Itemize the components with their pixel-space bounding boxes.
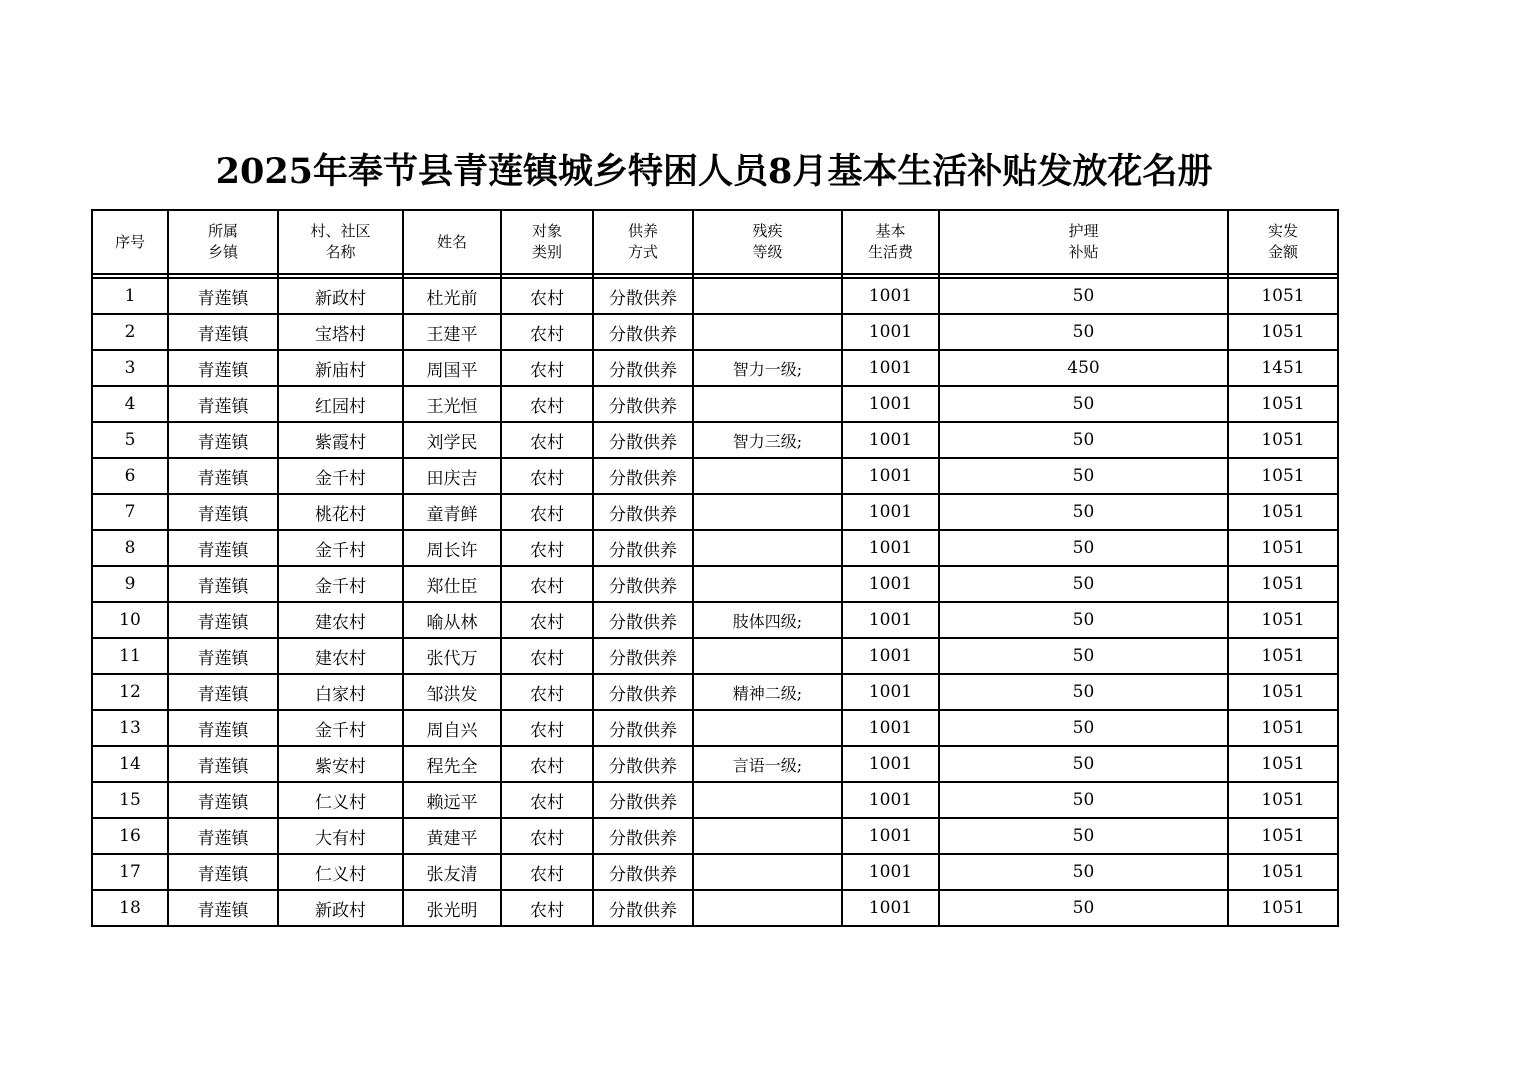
cell-category: 农村 bbox=[501, 494, 593, 530]
cell-care-subsidy: 50 bbox=[939, 314, 1228, 350]
cell-serial-number: 18 bbox=[92, 890, 168, 926]
cell-care-subsidy: 50 bbox=[939, 638, 1228, 674]
cell-serial-number: 13 bbox=[92, 710, 168, 746]
cell-village-name: 紫安村 bbox=[278, 746, 403, 782]
cell-basic-living-cost: 1001 bbox=[842, 314, 939, 350]
table-row bbox=[92, 746, 1338, 782]
cell-actual-amount: 1051 bbox=[1228, 818, 1338, 854]
cell-serial-number: 3 bbox=[92, 350, 168, 386]
header-line: 对象 bbox=[531, 222, 562, 240]
cell-disability-level bbox=[693, 782, 842, 818]
cell-care-subsidy: 50 bbox=[939, 530, 1228, 566]
cell-actual-amount: 1051 bbox=[1228, 494, 1338, 530]
cell-serial-number: 1 bbox=[92, 278, 168, 314]
cell-support-method: 分散供养 bbox=[593, 530, 693, 566]
cell-support-method: 分散供养 bbox=[593, 566, 693, 602]
cell-category: 农村 bbox=[501, 818, 593, 854]
cell-actual-amount: 1451 bbox=[1228, 350, 1338, 386]
cell-serial-number: 2 bbox=[92, 314, 168, 350]
cell-name: 郑仕臣 bbox=[403, 566, 501, 602]
cell-township: 青莲镇 bbox=[168, 530, 278, 566]
cell-category: 农村 bbox=[501, 386, 593, 422]
cell-township: 青莲镇 bbox=[168, 854, 278, 890]
cell-village-name: 紫霞村 bbox=[278, 422, 403, 458]
cell-township: 青莲镇 bbox=[168, 602, 278, 638]
cell-category: 农村 bbox=[501, 638, 593, 674]
table-row bbox=[92, 710, 1338, 746]
cell-name: 张代万 bbox=[403, 638, 501, 674]
cell-care-subsidy: 50 bbox=[939, 422, 1228, 458]
cell-village-name: 金千村 bbox=[278, 458, 403, 494]
cell-care-subsidy: 50 bbox=[939, 890, 1228, 926]
cell-care-subsidy: 50 bbox=[939, 854, 1228, 890]
cell-township: 青莲镇 bbox=[168, 350, 278, 386]
cell-disability-level bbox=[693, 314, 842, 350]
cell-care-subsidy: 50 bbox=[939, 746, 1228, 782]
cell-basic-living-cost: 1001 bbox=[842, 674, 939, 710]
cell-basic-living-cost: 1001 bbox=[842, 638, 939, 674]
table-row bbox=[92, 278, 1338, 314]
cell-disability-level bbox=[693, 458, 842, 494]
cell-serial-number: 12 bbox=[92, 674, 168, 710]
cell-actual-amount: 1051 bbox=[1228, 278, 1338, 314]
cell-disability-level bbox=[693, 854, 842, 890]
cell-village-name: 建农村 bbox=[278, 638, 403, 674]
cell-actual-amount: 1051 bbox=[1228, 674, 1338, 710]
cell-care-subsidy: 50 bbox=[939, 566, 1228, 602]
header-line: 名称 bbox=[325, 243, 356, 261]
cell-disability-level bbox=[693, 638, 842, 674]
cell-support-method: 分散供养 bbox=[593, 350, 693, 386]
cell-category: 农村 bbox=[501, 530, 593, 566]
cell-support-method: 分散供养 bbox=[593, 314, 693, 350]
cell-actual-amount: 1051 bbox=[1228, 854, 1338, 890]
cell-disability-level bbox=[693, 890, 842, 926]
cell-care-subsidy: 50 bbox=[939, 818, 1228, 854]
table-row bbox=[92, 494, 1338, 530]
header-line: 生活费 bbox=[867, 243, 913, 261]
cell-village-name: 金千村 bbox=[278, 710, 403, 746]
cell-basic-living-cost: 1001 bbox=[842, 494, 939, 530]
cell-actual-amount: 1051 bbox=[1228, 422, 1338, 458]
cell-category: 农村 bbox=[501, 746, 593, 782]
cell-care-subsidy: 50 bbox=[939, 386, 1228, 422]
table-row bbox=[92, 782, 1338, 818]
cell-disability-level bbox=[693, 386, 842, 422]
table-row bbox=[92, 638, 1338, 674]
cell-village-name: 仁义村 bbox=[278, 854, 403, 890]
cell-village-name: 新政村 bbox=[278, 278, 403, 314]
cell-basic-living-cost: 1001 bbox=[842, 386, 939, 422]
cell-township: 青莲镇 bbox=[168, 638, 278, 674]
header-line: 等级 bbox=[752, 243, 783, 261]
cell-basic-living-cost: 1001 bbox=[842, 818, 939, 854]
header-line: 方式 bbox=[627, 243, 658, 261]
header-category bbox=[501, 210, 593, 274]
cell-serial-number: 5 bbox=[92, 422, 168, 458]
cell-actual-amount: 1051 bbox=[1228, 530, 1338, 566]
header-disability-level bbox=[693, 210, 842, 274]
cell-serial-number: 9 bbox=[92, 566, 168, 602]
cell-township: 青莲镇 bbox=[168, 710, 278, 746]
cell-care-subsidy: 50 bbox=[939, 782, 1228, 818]
cell-support-method: 分散供养 bbox=[593, 674, 693, 710]
table-row bbox=[92, 350, 1338, 386]
header-care-subsidy bbox=[939, 210, 1228, 274]
cell-basic-living-cost: 1001 bbox=[842, 350, 939, 386]
cell-actual-amount: 1051 bbox=[1228, 638, 1338, 674]
table-row bbox=[92, 890, 1338, 926]
cell-support-method: 分散供养 bbox=[593, 746, 693, 782]
cell-township: 青莲镇 bbox=[168, 674, 278, 710]
cell-category: 农村 bbox=[501, 278, 593, 314]
table-row bbox=[92, 854, 1338, 890]
cell-village-name: 桃花村 bbox=[278, 494, 403, 530]
cell-village-name: 金千村 bbox=[278, 566, 403, 602]
cell-disability-level bbox=[693, 818, 842, 854]
cell-actual-amount: 1051 bbox=[1228, 458, 1338, 494]
cell-category: 农村 bbox=[501, 782, 593, 818]
cell-name: 童青鲜 bbox=[403, 494, 501, 530]
cell-category: 农村 bbox=[501, 422, 593, 458]
cell-support-method: 分散供养 bbox=[593, 494, 693, 530]
table-body bbox=[92, 274, 1338, 926]
header-name bbox=[403, 210, 501, 274]
cell-village-name: 新庙村 bbox=[278, 350, 403, 386]
header-line: 残疾 bbox=[752, 222, 783, 240]
cell-name: 刘学民 bbox=[403, 422, 501, 458]
cell-serial-number: 14 bbox=[92, 746, 168, 782]
roster-table bbox=[91, 209, 1339, 927]
cell-disability-level: 肢体四级; bbox=[693, 602, 842, 638]
cell-serial-number: 15 bbox=[92, 782, 168, 818]
cell-name: 王光恒 bbox=[403, 386, 501, 422]
cell-basic-living-cost: 1001 bbox=[842, 782, 939, 818]
cell-township: 青莲镇 bbox=[168, 782, 278, 818]
cell-basic-living-cost: 1001 bbox=[842, 602, 939, 638]
cell-support-method: 分散供养 bbox=[593, 458, 693, 494]
cell-support-method: 分散供养 bbox=[593, 602, 693, 638]
cell-disability-level bbox=[693, 278, 842, 314]
header-line: 乡镇 bbox=[207, 243, 238, 261]
cell-township: 青莲镇 bbox=[168, 458, 278, 494]
cell-support-method: 分散供养 bbox=[593, 422, 693, 458]
cell-category: 农村 bbox=[501, 566, 593, 602]
cell-disability-level bbox=[693, 566, 842, 602]
cell-township: 青莲镇 bbox=[168, 566, 278, 602]
cell-support-method: 分散供养 bbox=[593, 278, 693, 314]
cell-name: 周自兴 bbox=[403, 710, 501, 746]
cell-village-name: 大有村 bbox=[278, 818, 403, 854]
cell-township: 青莲镇 bbox=[168, 278, 278, 314]
cell-basic-living-cost: 1001 bbox=[842, 422, 939, 458]
cell-serial-number: 7 bbox=[92, 494, 168, 530]
cell-disability-level: 言语一级; bbox=[693, 746, 842, 782]
cell-care-subsidy: 50 bbox=[939, 494, 1228, 530]
header-line: 补贴 bbox=[1068, 243, 1099, 261]
cell-care-subsidy: 50 bbox=[939, 710, 1228, 746]
cell-actual-amount: 1051 bbox=[1228, 890, 1338, 926]
header-township bbox=[168, 210, 278, 274]
cell-township: 青莲镇 bbox=[168, 422, 278, 458]
cell-serial-number: 16 bbox=[92, 818, 168, 854]
header-village-name bbox=[278, 210, 403, 274]
cell-name: 王建平 bbox=[403, 314, 501, 350]
table-row bbox=[92, 386, 1338, 422]
cell-name: 田庆吉 bbox=[403, 458, 501, 494]
cell-name: 张友清 bbox=[403, 854, 501, 890]
cell-category: 农村 bbox=[501, 458, 593, 494]
cell-village-name: 建农村 bbox=[278, 602, 403, 638]
header-actual-amount bbox=[1228, 210, 1338, 274]
cell-name: 周长许 bbox=[403, 530, 501, 566]
cell-category: 农村 bbox=[501, 602, 593, 638]
cell-category: 农村 bbox=[501, 854, 593, 890]
cell-name: 黄建平 bbox=[403, 818, 501, 854]
cell-disability-level: 精神二级; bbox=[693, 674, 842, 710]
cell-support-method: 分散供养 bbox=[593, 818, 693, 854]
cell-support-method: 分散供养 bbox=[593, 710, 693, 746]
cell-support-method: 分散供养 bbox=[593, 386, 693, 422]
table-row bbox=[92, 602, 1338, 638]
cell-care-subsidy: 450 bbox=[939, 350, 1228, 386]
cell-basic-living-cost: 1001 bbox=[842, 530, 939, 566]
header-line: 姓名 bbox=[436, 232, 467, 251]
table-row bbox=[92, 818, 1338, 854]
cell-name: 周国平 bbox=[403, 350, 501, 386]
cell-support-method: 分散供养 bbox=[593, 890, 693, 926]
header-line: 供养 bbox=[627, 222, 658, 240]
cell-name: 邹洪发 bbox=[403, 674, 501, 710]
cell-actual-amount: 1051 bbox=[1228, 746, 1338, 782]
cell-actual-amount: 1051 bbox=[1228, 602, 1338, 638]
cell-care-subsidy: 50 bbox=[939, 674, 1228, 710]
cell-actual-amount: 1051 bbox=[1228, 710, 1338, 746]
cell-category: 农村 bbox=[501, 314, 593, 350]
cell-name: 程先全 bbox=[403, 746, 501, 782]
header-line: 类别 bbox=[531, 243, 562, 261]
cell-basic-living-cost: 1001 bbox=[842, 854, 939, 890]
header-line: 金额 bbox=[1267, 243, 1298, 261]
cell-disability-level: 智力三级; bbox=[693, 422, 842, 458]
cell-care-subsidy: 50 bbox=[939, 458, 1228, 494]
cell-serial-number: 11 bbox=[92, 638, 168, 674]
cell-actual-amount: 1051 bbox=[1228, 386, 1338, 422]
cell-township: 青莲镇 bbox=[168, 818, 278, 854]
cell-township: 青莲镇 bbox=[168, 386, 278, 422]
cell-category: 农村 bbox=[501, 890, 593, 926]
cell-actual-amount: 1051 bbox=[1228, 782, 1338, 818]
cell-township: 青莲镇 bbox=[168, 494, 278, 530]
cell-support-method: 分散供养 bbox=[593, 854, 693, 890]
cell-actual-amount: 1051 bbox=[1228, 314, 1338, 350]
cell-support-method: 分散供养 bbox=[593, 782, 693, 818]
cell-disability-level bbox=[693, 530, 842, 566]
cell-disability-level bbox=[693, 494, 842, 530]
cell-support-method: 分散供养 bbox=[593, 638, 693, 674]
cell-disability-level: 智力一级; bbox=[693, 350, 842, 386]
cell-village-name: 宝塔村 bbox=[278, 314, 403, 350]
header-line: 实发 bbox=[1267, 222, 1298, 240]
cell-name: 喻从林 bbox=[403, 602, 501, 638]
cell-township: 青莲镇 bbox=[168, 314, 278, 350]
cell-care-subsidy: 50 bbox=[939, 602, 1228, 638]
document-title: 2025年奉节县青莲镇城乡特困人员8月基本生活补贴发放花名册 bbox=[215, 151, 1213, 192]
cell-serial-number: 4 bbox=[92, 386, 168, 422]
table-row bbox=[92, 674, 1338, 710]
table-row bbox=[92, 314, 1338, 350]
table-row bbox=[92, 458, 1338, 494]
cell-serial-number: 8 bbox=[92, 530, 168, 566]
cell-category: 农村 bbox=[501, 674, 593, 710]
header-line: 基本 bbox=[875, 222, 906, 240]
cell-basic-living-cost: 1001 bbox=[842, 278, 939, 314]
cell-village-name: 金千村 bbox=[278, 530, 403, 566]
cell-name: 杜光前 bbox=[403, 278, 501, 314]
cell-actual-amount: 1051 bbox=[1228, 566, 1338, 602]
cell-serial-number: 17 bbox=[92, 854, 168, 890]
cell-village-name: 白家村 bbox=[278, 674, 403, 710]
header-basic-living-cost bbox=[842, 210, 939, 274]
cell-disability-level bbox=[693, 710, 842, 746]
cell-name: 赖远平 bbox=[403, 782, 501, 818]
cell-category: 农村 bbox=[501, 350, 593, 386]
cell-basic-living-cost: 1001 bbox=[842, 458, 939, 494]
cell-care-subsidy: 50 bbox=[939, 278, 1228, 314]
cell-village-name: 新政村 bbox=[278, 890, 403, 926]
cell-serial-number: 10 bbox=[92, 602, 168, 638]
header-serial-number bbox=[92, 210, 168, 274]
cell-basic-living-cost: 1001 bbox=[842, 746, 939, 782]
table-row bbox=[92, 566, 1338, 602]
cell-township: 青莲镇 bbox=[168, 746, 278, 782]
cell-township: 青莲镇 bbox=[168, 890, 278, 926]
cell-basic-living-cost: 1001 bbox=[842, 566, 939, 602]
table-header-row bbox=[92, 210, 1338, 274]
header-line: 护理 bbox=[1068, 222, 1099, 240]
cell-village-name: 仁义村 bbox=[278, 782, 403, 818]
cell-basic-living-cost: 1001 bbox=[842, 710, 939, 746]
cell-name: 张光明 bbox=[403, 890, 501, 926]
table-row bbox=[92, 422, 1338, 458]
cell-serial-number: 6 bbox=[92, 458, 168, 494]
header-line: 所属 bbox=[207, 222, 238, 240]
cell-basic-living-cost: 1001 bbox=[842, 890, 939, 926]
header-line: 村、社区 bbox=[310, 222, 371, 240]
cell-village-name: 红园村 bbox=[278, 386, 403, 422]
header-line: 序号 bbox=[114, 232, 145, 251]
table-row bbox=[92, 530, 1338, 566]
header-support-method bbox=[593, 210, 693, 274]
cell-category: 农村 bbox=[501, 710, 593, 746]
